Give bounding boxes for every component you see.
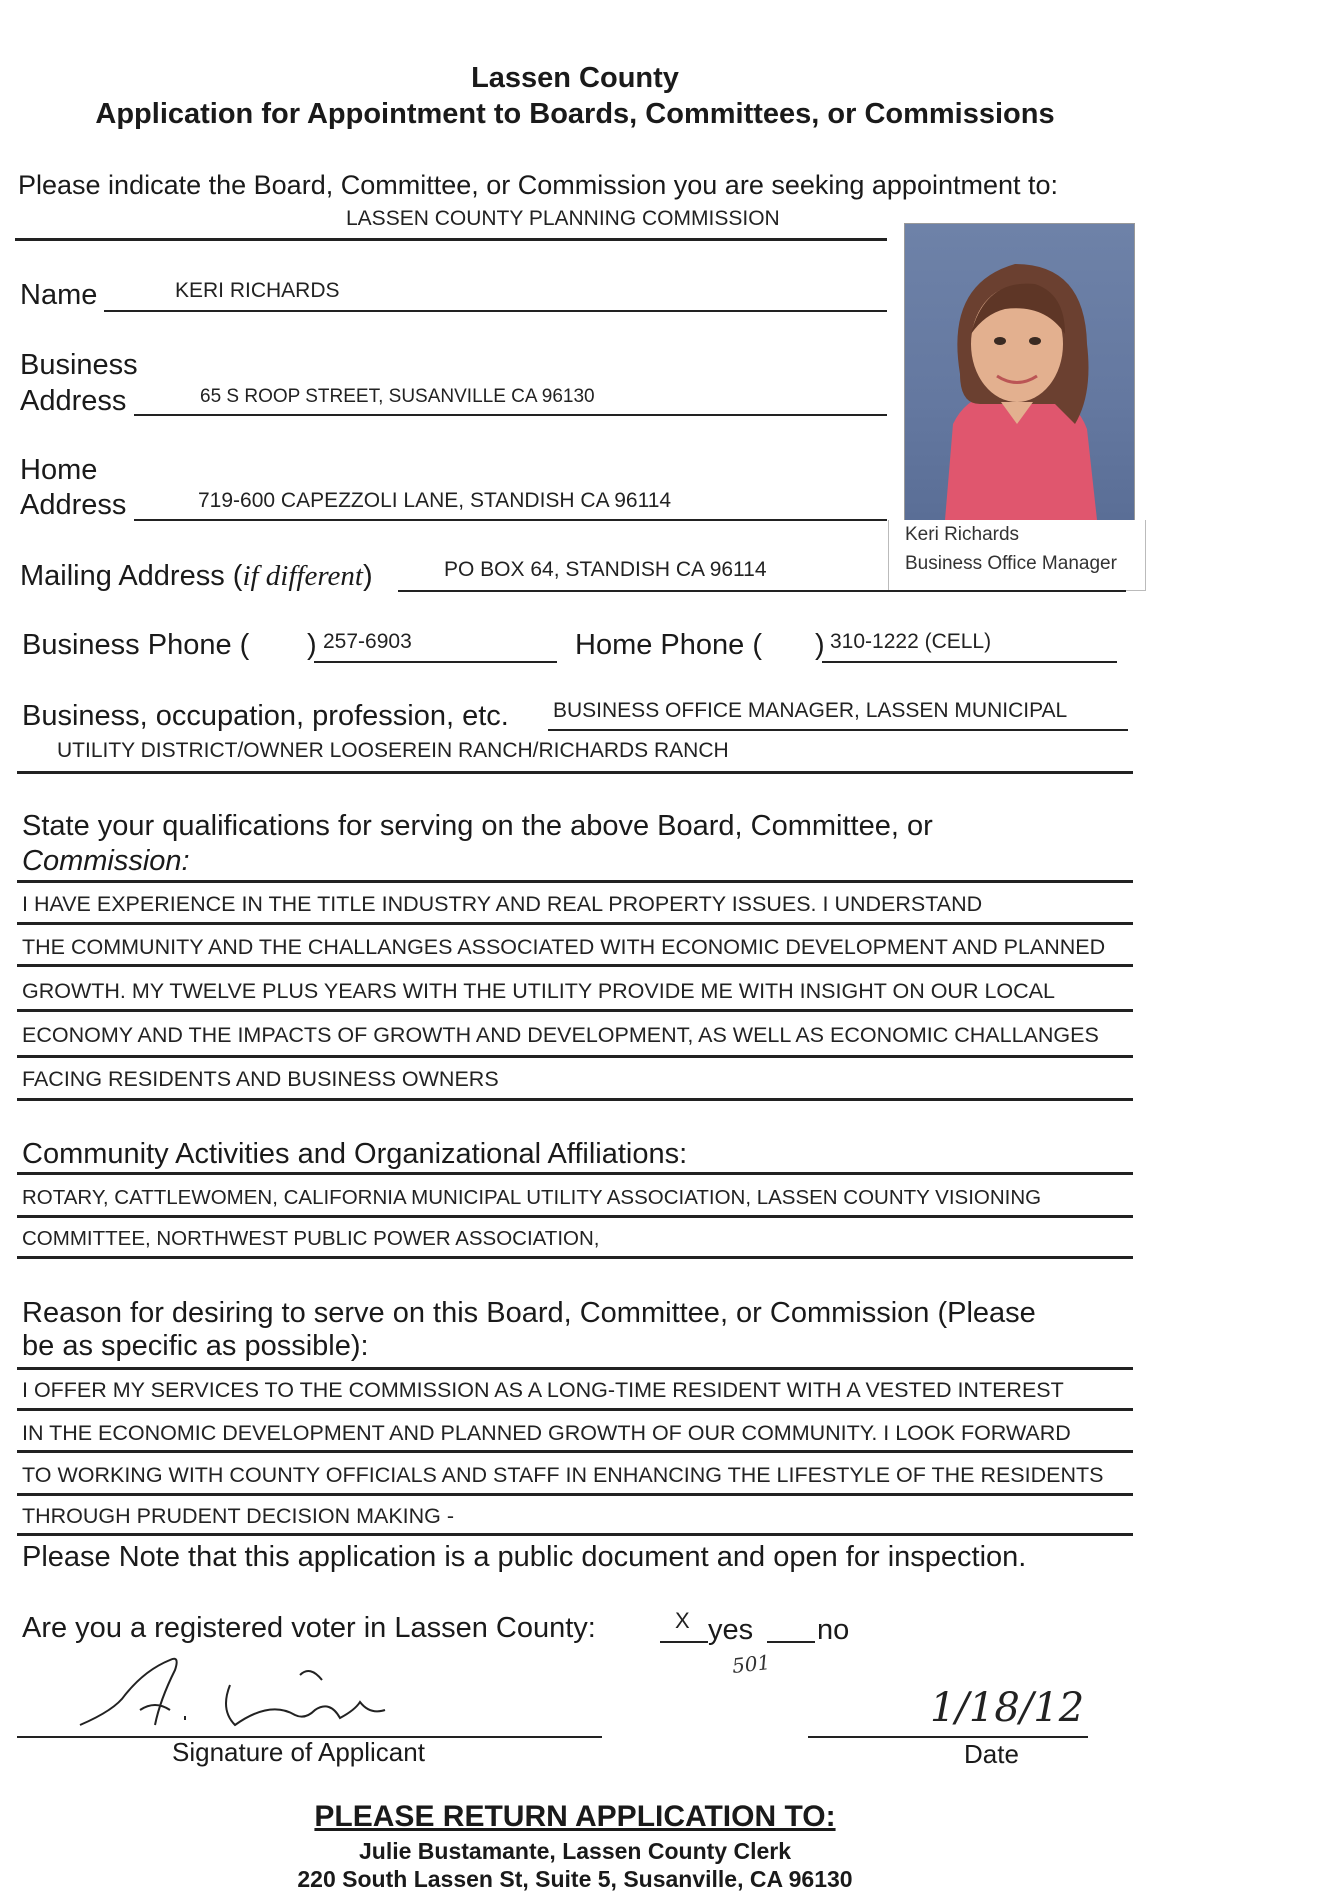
business-phone-value: 257-6903 (323, 630, 412, 653)
date-line[interactable] (808, 1736, 1088, 1738)
business-address-value: 65 S ROOP STREET, SUSANVILLE CA 96130 (200, 386, 595, 407)
mailing-label-end: ) (362, 560, 373, 592)
qualifications-rule-2 (17, 964, 1133, 967)
voter-no-label: no (817, 1614, 850, 1646)
seeking-value: LASSEN COUNTY PLANNING COMMISSION (346, 207, 780, 230)
qualifications-rule-0 (17, 880, 1133, 883)
business-address-label-2: Address (20, 385, 127, 417)
return-heading: PLEASE RETURN APPLICATION TO: (314, 1800, 836, 1833)
photo-caption-name: Keri Richards (905, 524, 1020, 545)
occupation-label: Business, occupation, profession, etc. (22, 700, 509, 732)
occupation-value-1: BUSINESS OFFICE MANAGER, LASSEN MUNICIPAL (553, 699, 1068, 722)
name-value: KERI RICHARDS (175, 279, 340, 302)
home-phone-value: 310-1222 (CELL) (830, 630, 992, 653)
photo-caption (888, 520, 1146, 591)
mailing-address-underline (398, 590, 1126, 592)
qualifications-line: THE COMMUNITY AND THE CHALLANGES ASSOCIATED WITH ECONOMIC DEVELOPMENT AND PLANNED (22, 935, 1106, 959)
county-title: Lassen County (471, 62, 679, 94)
portrait-image (905, 224, 1134, 520)
mailing-label-italic: if different (242, 560, 363, 592)
qualifications-label-1: State your qualifications for serving on the above Board, Committee, or (22, 810, 933, 842)
occupation-value-2: UTILITY DISTRICT/OWNER LOOSEREIN RANCH/RICHARDS RANCH (57, 739, 729, 762)
date-label: Date (964, 1739, 1019, 1769)
voter-no-blank[interactable] (767, 1641, 815, 1643)
name-underline (104, 310, 887, 312)
name-label: Name (20, 279, 98, 311)
home-address-underline (134, 519, 887, 521)
home-phone-close: ) (815, 629, 825, 661)
voter-yes-blank (660, 1641, 708, 1643)
reason-rule-0 (17, 1367, 1133, 1370)
reason-rule-3 (17, 1493, 1133, 1496)
activities-line: COMMITTEE, NORTHWEST PUBLIC POWER ASSOCIATION, (22, 1227, 600, 1250)
home-address-label-2: Address (20, 489, 127, 521)
qualifications-label-2: Commission: (22, 845, 190, 877)
voter-yes-mark[interactable]: X (675, 1608, 690, 1633)
mailing-address-label (20, 560, 373, 593)
occupation-underline-1 (548, 729, 1128, 731)
occupation-underline-2 (17, 771, 1133, 774)
activities-label: Community Activities and Organizational Affiliations: (22, 1138, 688, 1170)
reason-rule-2 (17, 1450, 1133, 1453)
business-address-underline (134, 414, 887, 416)
qualifications-line: ECONOMY AND THE IMPACTS OF GROWTH AND DEVELOPMENT, AS WELL AS ECONOMIC CHALLANGES (22, 1023, 1099, 1047)
home-phone-label: Home Phone ( (575, 629, 762, 661)
seeking-underline (15, 238, 887, 241)
seeking-label: Please indicate the Board, Committee, or Commission you are seeking appointment to: (18, 170, 1059, 200)
reason-label-2: be as specific as possible): (22, 1330, 369, 1362)
home-address-value: 719-600 CAPEZZOLI LANE, STANDISH CA 96114 (198, 489, 672, 512)
applicant-photo (904, 223, 1135, 521)
form-title: Application for Appointment to Boards, Committees, or Commissions (95, 98, 1055, 130)
voter-handwritten-note: 501 (730, 1650, 772, 1678)
qualifications-rule-4 (17, 1055, 1133, 1058)
qualifications-line: I HAVE EXPERIENCE IN THE TITLE INDUSTRY AND REAL PROPERTY ISSUES. I UNDERSTAND (22, 892, 983, 916)
mailing-label-text: Mailing Address ( (20, 560, 243, 592)
reason-rule-4 (17, 1533, 1133, 1536)
date-value: 1/18/12 (930, 1685, 1085, 1731)
voter-yes-label: yes (708, 1614, 754, 1646)
qualifications-line: FACING RESIDENTS AND BUSINESS OWNERS (22, 1067, 499, 1091)
activities-rule-0 (17, 1172, 1133, 1175)
reason-rule-1 (17, 1408, 1133, 1411)
activities-rule-2 (17, 1256, 1133, 1259)
business-address-label-1: Business (20, 349, 138, 381)
mailing-address-value: PO BOX 64, STANDISH CA 96114 (444, 558, 767, 581)
public-document-note: Please Note that this application is a public document and open for inspection. (22, 1541, 1027, 1573)
business-phone-close: ) (307, 629, 317, 661)
return-line-1: Julie Bustamante, Lassen County Clerk (358, 1838, 791, 1864)
reason-label-1: Reason for desiring to serve on this Board, Committee, or Commission (Please (22, 1297, 1036, 1329)
reason-line: TO WORKING WITH COUNTY OFFICIALS AND STAFF IN ENHANCING THE LIFESTYLE OF THE RESIDENTS (22, 1463, 1104, 1487)
return-line-2: 220 South Lassen St, Suite 5, Susanville, CA 96130 (297, 1866, 853, 1892)
photo-caption-title: Business Office Manager (905, 553, 1117, 574)
reason-line: I OFFER MY SERVICES TO THE COMMISSION AS A LONG-TIME RESIDENT WITH A VESTED INTEREST (22, 1378, 1064, 1402)
signature-label: Signature of Applicant (172, 1737, 425, 1767)
signature-scribble (60, 1640, 420, 1735)
qualifications-rule-1 (17, 922, 1133, 925)
activities-line: ROTARY, CATTLEWOMEN, CALIFORNIA MUNICIPAL UTILITY ASSOCIATION, LASSEN COUNTY VISIONING (22, 1186, 1042, 1209)
reason-line: IN THE ECONOMIC DEVELOPMENT AND PLANNED GROWTH OF OUR COMMUNITY. I LOOK FORWARD (22, 1421, 1071, 1445)
voter-label: Are you a registered voter in Lassen County: (22, 1612, 596, 1644)
home-address-label-1: Home (20, 454, 98, 486)
home-phone-underline (822, 661, 1117, 663)
reason-line: THROUGH PRUDENT DECISION MAKING - (22, 1504, 455, 1528)
business-phone-label: Business Phone ( (22, 629, 250, 661)
qualifications-rule-5 (17, 1098, 1133, 1101)
activities-rule-1 (17, 1215, 1133, 1218)
qualifications-line: GROWTH. MY TWELVE PLUS YEARS WITH THE UTILITY PROVIDE ME WITH INSIGHT ON OUR LOCAL (22, 979, 1055, 1003)
business-phone-underline (314, 661, 557, 663)
qualifications-rule-3 (17, 1009, 1133, 1012)
